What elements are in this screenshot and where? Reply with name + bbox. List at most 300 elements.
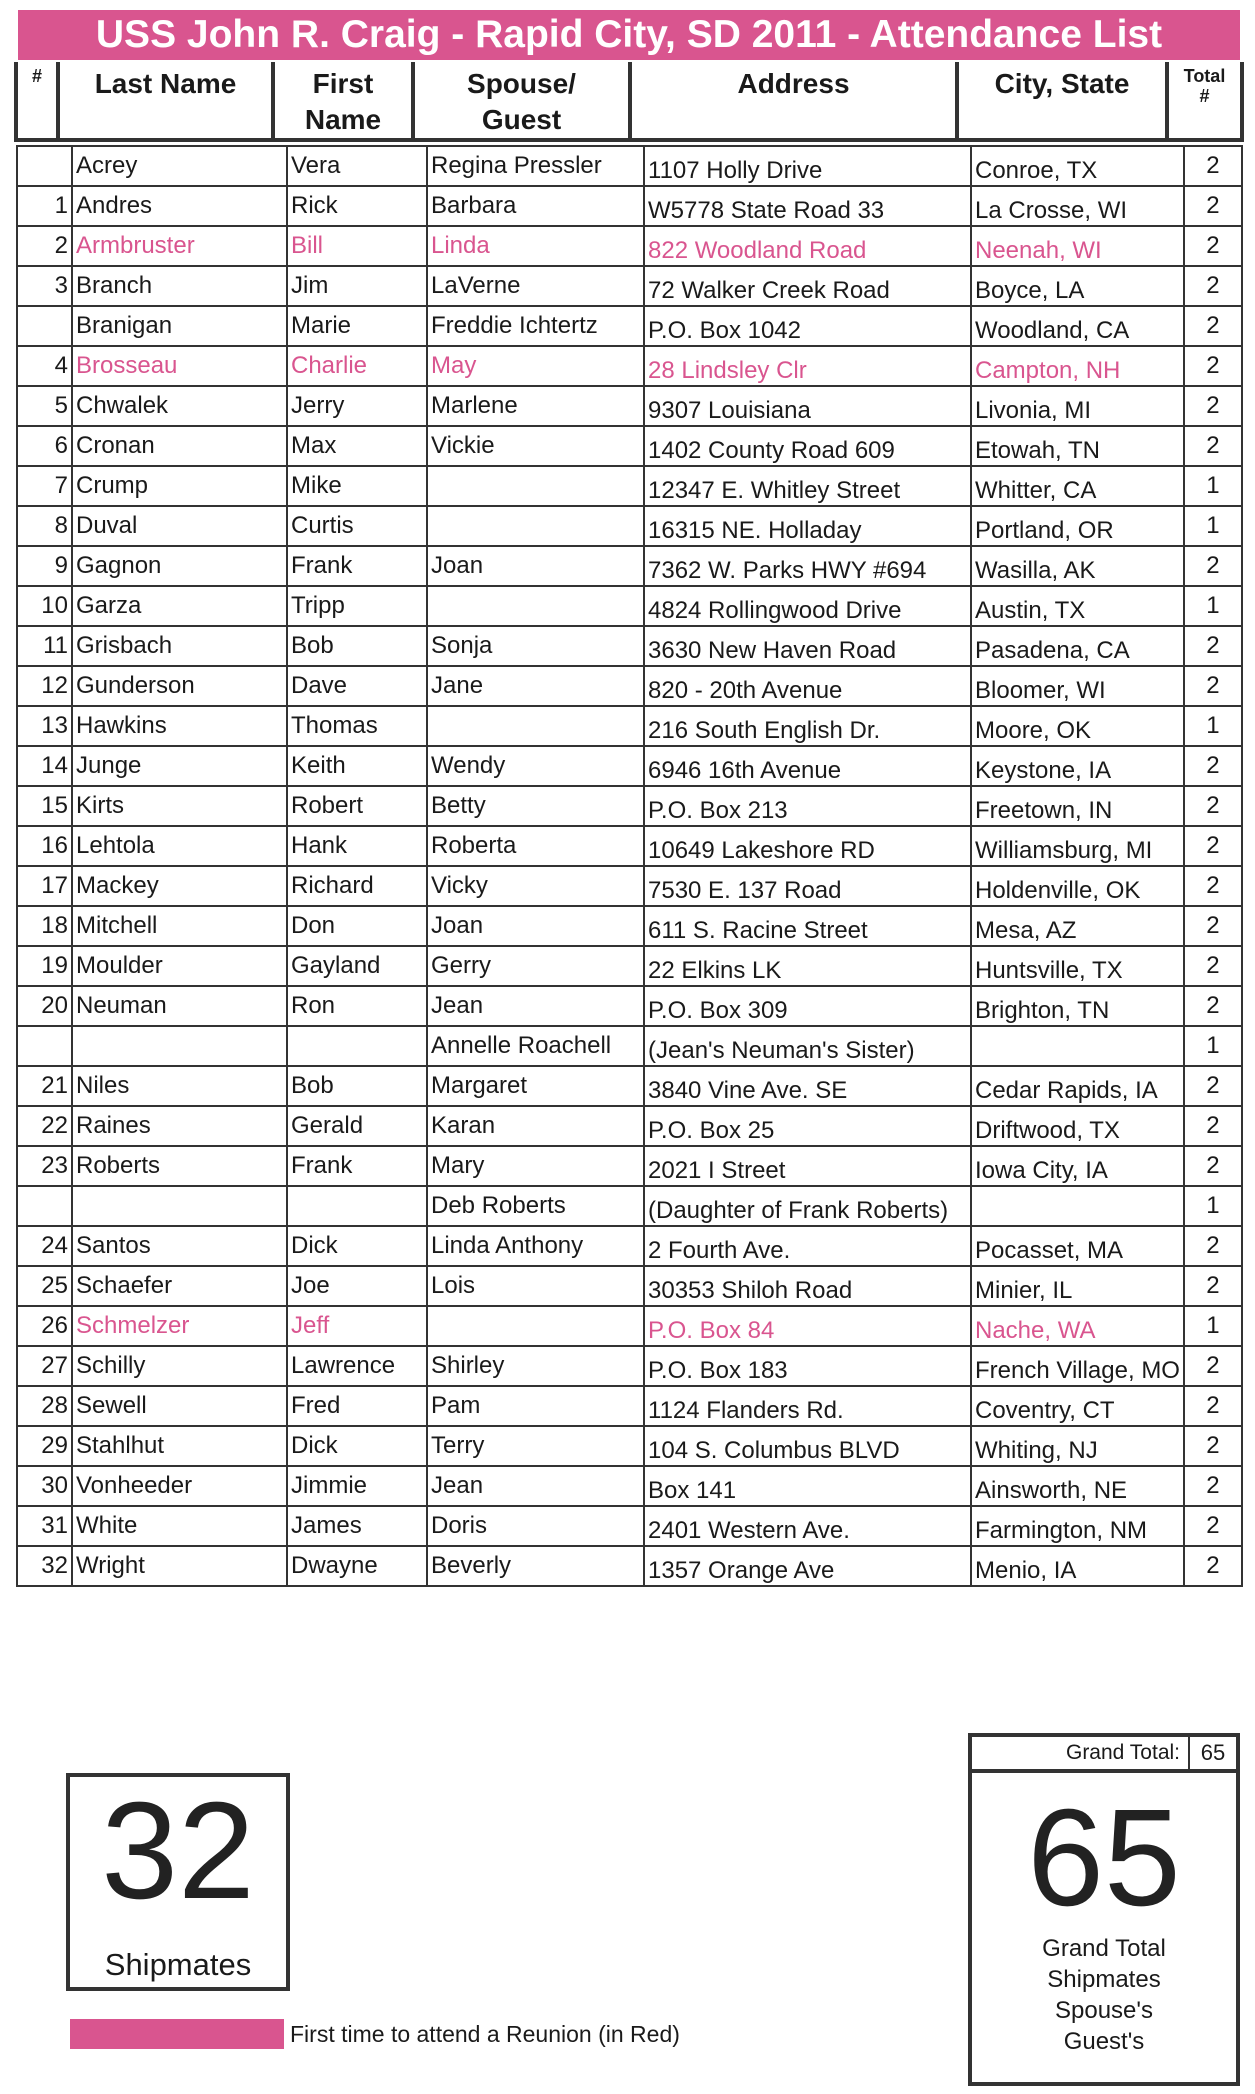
total-count-cell: 2: [1184, 266, 1242, 306]
last-name-cell: Niles: [72, 1066, 287, 1106]
last-name-cell: Duval: [72, 506, 287, 546]
address-cell: 72 Walker Creek Road: [644, 266, 971, 306]
row-number-cell: 12: [17, 666, 72, 706]
first-name-cell: Jeff: [287, 1306, 427, 1346]
total-count-cell: 2: [1184, 1346, 1242, 1386]
first-name-cell: Jim: [287, 266, 427, 306]
address-cell: 28 Lindsley Clr: [644, 346, 971, 386]
city-state-cell: Holdenville, OK: [971, 866, 1184, 906]
table-row: [17, 1346, 1242, 1386]
legend: [70, 2018, 680, 2050]
spouse-guest-cell: Shirley: [427, 1346, 644, 1386]
city-state-cell: La Crosse, WI: [971, 186, 1184, 226]
city-state-cell: Portland, OR: [971, 506, 1184, 546]
address-cell: 12347 E. Whitley Street: [644, 466, 971, 506]
row-number-cell: [17, 306, 72, 346]
last-name-cell: Mitchell: [72, 906, 287, 946]
row-number-cell: 14: [17, 746, 72, 786]
row-number-cell: 25: [17, 1266, 72, 1306]
table-row: [17, 386, 1242, 426]
city-state-cell: Farmington, NM: [971, 1506, 1184, 1546]
total-count-cell: 2: [1184, 786, 1242, 826]
total-count-cell: 2: [1184, 306, 1242, 346]
spouse-guest-cell: Terry: [427, 1426, 644, 1466]
spouse-guest-cell: Regina Pressler: [427, 146, 644, 186]
last-name-cell: Garza: [72, 586, 287, 626]
address-cell: 10649 Lakeshore RD: [644, 826, 971, 866]
table-row: [17, 706, 1242, 746]
total-count-cell: 2: [1184, 386, 1242, 426]
spouse-guest-cell: Pam: [427, 1386, 644, 1426]
header-address: [628, 62, 955, 138]
table-row: [17, 786, 1242, 826]
first-name-cell: Gayland: [287, 946, 427, 986]
row-number-cell: 26: [17, 1306, 72, 1346]
page-title: USS John R. Craig - Rapid City, SD 2011 - Attendance List: [18, 10, 1240, 60]
header-last-name-label: Last Name: [94, 68, 237, 99]
address-cell: 3840 Vine Ave. SE: [644, 1066, 971, 1106]
total-count-cell: 2: [1184, 986, 1242, 1026]
row-number-cell: 9: [17, 546, 72, 586]
row-number-cell: 17: [17, 866, 72, 906]
total-count-cell: 2: [1184, 1066, 1242, 1106]
spouse-guest-cell: Beverly: [427, 1546, 644, 1586]
spouse-guest-cell: [427, 586, 644, 626]
address-cell: 820 - 20th Avenue: [644, 666, 971, 706]
row-number-cell: 4: [17, 346, 72, 386]
header-num: [18, 62, 56, 138]
spouse-guest-cell: Wendy: [427, 746, 644, 786]
spouse-guest-cell: Jean: [427, 986, 644, 1026]
table-row: [17, 1506, 1242, 1546]
row-number-cell: 13: [17, 706, 72, 746]
table-row: [17, 506, 1242, 546]
last-name-cell: Andres: [72, 186, 287, 226]
total-count-cell: 2: [1184, 546, 1242, 586]
city-state-cell: Ainsworth, NE: [971, 1466, 1184, 1506]
first-name-cell: Max: [287, 426, 427, 466]
first-name-cell: [287, 1026, 427, 1066]
total-count-cell: 1: [1184, 506, 1242, 546]
row-number-cell: 10: [17, 586, 72, 626]
city-state-cell: Conroe, TX: [971, 146, 1184, 186]
first-name-cell: Bob: [287, 626, 427, 666]
header-address-label: Address: [737, 68, 850, 99]
header-first-name-line1: First: [312, 68, 374, 99]
row-number-cell: 30: [17, 1466, 72, 1506]
grand-total-box: [968, 1733, 1240, 1773]
spouse-guest-cell: [427, 1306, 644, 1346]
row-number-cell: 3: [17, 266, 72, 306]
spouse-guest-cell: Gerry: [427, 946, 644, 986]
table-row: [17, 226, 1242, 266]
first-name-cell: Jerry: [287, 386, 427, 426]
first-name-cell: Richard: [287, 866, 427, 906]
table-row: [17, 746, 1242, 786]
table-row: [17, 1066, 1242, 1106]
table-row: [17, 546, 1242, 586]
city-state-cell: Minier, IL: [971, 1266, 1184, 1306]
table-row: [17, 666, 1242, 706]
spouse-guest-cell: Deb Roberts: [427, 1186, 644, 1226]
address-cell: P.O. Box 213: [644, 786, 971, 826]
table-row: [17, 426, 1242, 466]
first-name-cell: Rick: [287, 186, 427, 226]
shipmates-summary: [66, 1773, 290, 1991]
city-state-cell: Woodland, CA: [971, 306, 1184, 346]
city-state-cell: Whiting, NJ: [971, 1426, 1184, 1466]
last-name-cell: Roberts: [72, 1146, 287, 1186]
header-last-name: [56, 62, 271, 138]
row-number-cell: [17, 1026, 72, 1066]
last-name-cell: Chwalek: [72, 386, 287, 426]
address-cell: P.O. Box 183: [644, 1346, 971, 1386]
address-cell: 2401 Western Ave.: [644, 1506, 971, 1546]
total-count-cell: 2: [1184, 226, 1242, 266]
first-name-cell: Mike: [287, 466, 427, 506]
spouse-guest-cell: Freddie Ichtertz: [427, 306, 644, 346]
last-name-cell: Schmelzer: [72, 1306, 287, 1346]
spouse-guest-cell: Betty: [427, 786, 644, 826]
spouse-guest-cell: Joan: [427, 906, 644, 946]
spouse-guest-cell: Vickie: [427, 426, 644, 466]
address-cell: 4824 Rollingwood Drive: [644, 586, 971, 626]
city-state-cell: Pocasset, MA: [971, 1226, 1184, 1266]
row-number-cell: 15: [17, 786, 72, 826]
table-row: [17, 466, 1242, 506]
city-state-cell: Etowah, TN: [971, 426, 1184, 466]
total-count-cell: 2: [1184, 146, 1242, 186]
city-state-cell: Moore, OK: [971, 706, 1184, 746]
spouse-guest-cell: Roberta: [427, 826, 644, 866]
header-city-state: [955, 62, 1165, 138]
spouse-guest-cell: Annelle Roachell: [427, 1026, 644, 1066]
total-count-cell: 2: [1184, 1426, 1242, 1466]
first-name-cell: Jimmie: [287, 1466, 427, 1506]
first-name-cell: Thomas: [287, 706, 427, 746]
address-cell: (Daughter of Frank Roberts): [644, 1186, 971, 1226]
last-name-cell: Santos: [72, 1226, 287, 1266]
city-state-cell: Nache, WA: [971, 1306, 1184, 1346]
total-count-cell: 2: [1184, 346, 1242, 386]
legend-swatch: [70, 2019, 284, 2049]
table-row: [17, 986, 1242, 1026]
address-cell: 16315 NE. Holladay: [644, 506, 971, 546]
grand-total-caption-3: Spouse's: [1055, 1997, 1153, 2024]
last-name-cell: [72, 1186, 287, 1226]
table-row: [17, 946, 1242, 986]
last-name-cell: White: [72, 1506, 287, 1546]
table-row: [17, 1026, 1242, 1066]
first-name-cell: Bill: [287, 226, 427, 266]
spouse-guest-cell: Barbara: [427, 186, 644, 226]
city-state-cell: Austin, TX: [971, 586, 1184, 626]
total-count-cell: 2: [1184, 1146, 1242, 1186]
first-name-cell: Dick: [287, 1226, 427, 1266]
address-cell: 6946 16th Avenue: [644, 746, 971, 786]
grand-total-caption-2: Shipmates: [1047, 1966, 1161, 1993]
row-number-cell: 28: [17, 1386, 72, 1426]
last-name-cell: Grisbach: [72, 626, 287, 666]
row-number-cell: 6: [17, 426, 72, 466]
first-name-cell: Keith: [287, 746, 427, 786]
total-count-cell: 1: [1184, 586, 1242, 626]
last-name-cell: Gagnon: [72, 546, 287, 586]
table-row: [17, 1186, 1242, 1226]
row-number-cell: 7: [17, 466, 72, 506]
total-count-cell: 2: [1184, 746, 1242, 786]
grand-total-label: Grand Total:: [1065, 1741, 1180, 1764]
spouse-guest-cell: Joan: [427, 546, 644, 586]
attendance-table: [16, 145, 1243, 1587]
row-number-cell: 32: [17, 1546, 72, 1586]
spouse-guest-cell: [427, 506, 644, 546]
table-row: [17, 906, 1242, 946]
total-count-cell: 1: [1184, 1026, 1242, 1066]
last-name-cell: Moulder: [72, 946, 287, 986]
address-cell: P.O. Box 309: [644, 986, 971, 1026]
city-state-cell: Campton, NH: [971, 346, 1184, 386]
table-row: [17, 1466, 1242, 1506]
row-number-cell: 18: [17, 906, 72, 946]
city-state-cell: Menio, IA: [971, 1546, 1184, 1586]
spouse-guest-cell: May: [427, 346, 644, 386]
city-state-cell: Bloomer, WI: [971, 666, 1184, 706]
spouse-guest-cell: Marlene: [427, 386, 644, 426]
row-number-cell: 21: [17, 1066, 72, 1106]
first-name-cell: Gerald: [287, 1106, 427, 1146]
city-state-cell: Boyce, LA: [971, 266, 1184, 306]
grand-total-big-number: 65: [1027, 1781, 1181, 1935]
table-row: [17, 866, 1242, 906]
spouse-guest-cell: Jane: [427, 666, 644, 706]
city-state-cell: Livonia, MI: [971, 386, 1184, 426]
address-cell: 611 S. Racine Street: [644, 906, 971, 946]
last-name-cell: Junge: [72, 746, 287, 786]
address-cell: 2021 I Street: [644, 1146, 971, 1186]
header-spouse-line2: Guest: [481, 104, 562, 135]
row-number-cell: [17, 1186, 72, 1226]
row-number-cell: 27: [17, 1346, 72, 1386]
first-name-cell: Robert: [287, 786, 427, 826]
city-state-cell: Neenah, WI: [971, 226, 1184, 266]
row-number-cell: [17, 146, 72, 186]
first-name-cell: Frank: [287, 546, 427, 586]
table-row: [17, 146, 1242, 186]
total-count-cell: 2: [1184, 626, 1242, 666]
first-name-cell: James: [287, 1506, 427, 1546]
spouse-guest-cell: Linda: [427, 226, 644, 266]
first-name-cell: Hank: [287, 826, 427, 866]
row-number-cell: 29: [17, 1426, 72, 1466]
header-first-name: [271, 62, 411, 138]
first-name-cell: Tripp: [287, 586, 427, 626]
last-name-cell: Mackey: [72, 866, 287, 906]
table-row: [17, 266, 1242, 306]
city-state-cell: [971, 1026, 1184, 1066]
total-count-cell: 2: [1184, 906, 1242, 946]
row-number-cell: 31: [17, 1506, 72, 1546]
header-total-line2: #: [1199, 86, 1210, 106]
last-name-cell: Wright: [72, 1546, 287, 1586]
shipmates-big-number: 32: [101, 1774, 255, 1928]
grand-total-value: 65: [1188, 1737, 1236, 1769]
grand-total-caption-1: Grand Total: [1042, 1935, 1166, 1962]
row-number-cell: 8: [17, 506, 72, 546]
address-cell: 1357 Orange Ave: [644, 1546, 971, 1586]
row-number-cell: 16: [17, 826, 72, 866]
last-name-cell: Neuman: [72, 986, 287, 1026]
row-number-cell: 11: [17, 626, 72, 666]
total-count-cell: 1: [1184, 1186, 1242, 1226]
city-state-cell: Coventry, CT: [971, 1386, 1184, 1426]
last-name-cell: Lehtola: [72, 826, 287, 866]
spouse-guest-cell: [427, 706, 644, 746]
header-spouse-guest: [411, 62, 628, 138]
last-name-cell: Sewell: [72, 1386, 287, 1426]
first-name-cell: Dave: [287, 666, 427, 706]
total-count-cell: 2: [1184, 666, 1242, 706]
row-number-cell: 5: [17, 386, 72, 426]
table-row: [17, 586, 1242, 626]
first-name-cell: Ron: [287, 986, 427, 1026]
address-cell: P.O. Box 1042: [644, 306, 971, 346]
first-name-cell: Vera: [287, 146, 427, 186]
first-name-cell: Dwayne: [287, 1546, 427, 1586]
spouse-guest-cell: Linda Anthony: [427, 1226, 644, 1266]
city-state-cell: Mesa, AZ: [971, 906, 1184, 946]
table-row: [17, 1306, 1242, 1346]
grand-total-summary: [968, 1773, 1240, 2086]
spouse-guest-cell: LaVerne: [427, 266, 644, 306]
spouse-guest-cell: Mary: [427, 1146, 644, 1186]
table-row: [17, 1386, 1242, 1426]
total-count-cell: 2: [1184, 826, 1242, 866]
total-count-cell: 2: [1184, 1546, 1242, 1586]
row-number-cell: 19: [17, 946, 72, 986]
city-state-cell: Huntsville, TX: [971, 946, 1184, 986]
grand-total-caption-4: Guest's: [1063, 2028, 1145, 2055]
total-count-cell: 2: [1184, 1266, 1242, 1306]
table-row: [17, 626, 1242, 666]
first-name-cell: Dick: [287, 1426, 427, 1466]
spouse-guest-cell: Margaret: [427, 1066, 644, 1106]
address-cell: P.O. Box 25: [644, 1106, 971, 1146]
city-state-cell: Keystone, IA: [971, 746, 1184, 786]
address-cell: 3630 New Haven Road: [644, 626, 971, 666]
last-name-cell: Armbruster: [72, 226, 287, 266]
address-cell: 1124 Flanders Rd.: [644, 1386, 971, 1426]
city-state-cell: Driftwood, TX: [971, 1106, 1184, 1146]
header-city-state-label: City, State: [994, 68, 1130, 99]
table-row: [17, 186, 1242, 226]
table-row: [17, 306, 1242, 346]
header-total: [1165, 62, 1240, 138]
last-name-cell: Hawkins: [72, 706, 287, 746]
address-cell: W5778 State Road 33: [644, 186, 971, 226]
city-state-cell: Cedar Rapids, IA: [971, 1066, 1184, 1106]
last-name-cell: Branigan: [72, 306, 287, 346]
total-count-cell: 1: [1184, 1306, 1242, 1346]
spouse-guest-cell: Karan: [427, 1106, 644, 1146]
legend-text: First time to attend a Reunion (in Red): [290, 2020, 680, 2047]
address-cell: 30353 Shiloh Road: [644, 1266, 971, 1306]
spouse-guest-cell: Doris: [427, 1506, 644, 1546]
last-name-cell: Stahlhut: [72, 1426, 287, 1466]
address-cell: 9307 Louisiana: [644, 386, 971, 426]
city-state-cell: Pasadena, CA: [971, 626, 1184, 666]
row-number-cell: 1: [17, 186, 72, 226]
last-name-cell: Cronan: [72, 426, 287, 466]
total-count-cell: 2: [1184, 1226, 1242, 1266]
address-cell: 216 South English Dr.: [644, 706, 971, 746]
city-state-cell: Freetown, IN: [971, 786, 1184, 826]
total-count-cell: 2: [1184, 946, 1242, 986]
first-name-cell: Charlie: [287, 346, 427, 386]
address-cell: 822 Woodland Road: [644, 226, 971, 266]
city-state-cell: Wasilla, AK: [971, 546, 1184, 586]
header-total-line1: Total: [1183, 66, 1226, 86]
shipmates-label: Shipmates: [104, 1947, 252, 1982]
row-number-cell: 23: [17, 1146, 72, 1186]
first-name-cell: Joe: [287, 1266, 427, 1306]
total-count-cell: 2: [1184, 1106, 1242, 1146]
table-row: [17, 1146, 1242, 1186]
city-state-cell: Iowa City, IA: [971, 1146, 1184, 1186]
spouse-guest-cell: Sonja: [427, 626, 644, 666]
total-count-cell: 2: [1184, 1466, 1242, 1506]
total-count-cell: 1: [1184, 706, 1242, 746]
row-number-cell: 20: [17, 986, 72, 1026]
last-name-cell: Kirts: [72, 786, 287, 826]
last-name-cell: Schilly: [72, 1346, 287, 1386]
first-name-cell: Bob: [287, 1066, 427, 1106]
address-cell: P.O. Box 84: [644, 1306, 971, 1346]
address-cell: 22 Elkins LK: [644, 946, 971, 986]
table-row: [17, 826, 1242, 866]
total-count-cell: 2: [1184, 1506, 1242, 1546]
first-name-cell: Lawrence: [287, 1346, 427, 1386]
address-cell: 1107 Holly Drive: [644, 146, 971, 186]
spouse-guest-cell: Vicky: [427, 866, 644, 906]
first-name-cell: Frank: [287, 1146, 427, 1186]
address-cell: 104 S. Columbus BLVD: [644, 1426, 971, 1466]
total-count-cell: 2: [1184, 1386, 1242, 1426]
table-row: [17, 1266, 1242, 1306]
spouse-guest-cell: Lois: [427, 1266, 644, 1306]
address-cell: 7530 E. 137 Road: [644, 866, 971, 906]
last-name-cell: Crump: [72, 466, 287, 506]
first-name-cell: Curtis: [287, 506, 427, 546]
address-cell: (Jean's Neuman's Sister): [644, 1026, 971, 1066]
first-name-cell: Marie: [287, 306, 427, 346]
last-name-cell: Gunderson: [72, 666, 287, 706]
table-row: [17, 346, 1242, 386]
header-spouse-line1: Spouse/: [467, 68, 576, 99]
last-name-cell: Branch: [72, 266, 287, 306]
header-first-name-line2: Name: [304, 104, 382, 135]
first-name-cell: Don: [287, 906, 427, 946]
address-cell: 2 Fourth Ave.: [644, 1226, 971, 1266]
last-name-cell: Raines: [72, 1106, 287, 1146]
address-cell: Box 141: [644, 1466, 971, 1506]
row-number-cell: 22: [17, 1106, 72, 1146]
first-name-cell: Fred: [287, 1386, 427, 1426]
spouse-guest-cell: [427, 466, 644, 506]
last-name-cell: Brosseau: [72, 346, 287, 386]
table-row: [17, 1106, 1242, 1146]
total-count-cell: 2: [1184, 186, 1242, 226]
